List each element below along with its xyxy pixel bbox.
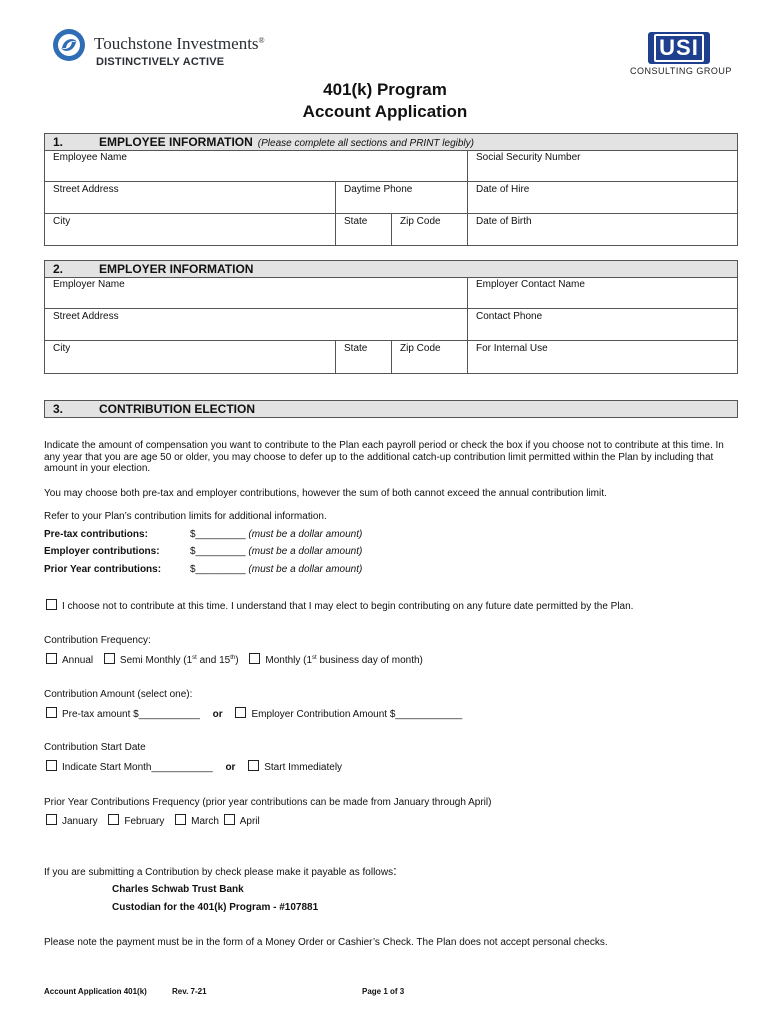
- section2-number: 2.: [53, 262, 64, 276]
- amount-heading: Contribution Amount (select one):: [44, 689, 193, 700]
- daytime-phone-field[interactable]: [335, 182, 467, 213]
- hire-date-field[interactable]: [467, 182, 739, 213]
- march-label: March: [191, 816, 219, 827]
- field-label: Employer Contact Name: [476, 279, 585, 290]
- section3-header: [44, 400, 738, 418]
- annual-checkbox[interactable]: [46, 653, 57, 664]
- employer-amount-note: (must be a dollar amount): [248, 546, 363, 557]
- january-label: January: [62, 816, 98, 827]
- field-label: Social Security Number: [476, 152, 581, 163]
- touchstone-logo: [52, 26, 267, 76]
- semi-monthly-checkbox[interactable]: [104, 653, 115, 664]
- section3-number: 3.: [53, 402, 64, 416]
- pretax-amount-checkbox[interactable]: [46, 707, 57, 718]
- employer-info-table: [44, 277, 738, 374]
- field-label: Street Address: [53, 184, 119, 195]
- field-label: Employee Name: [53, 152, 127, 163]
- table-row: [45, 214, 737, 246]
- february-label: February: [124, 816, 165, 827]
- field-label: For Internal Use: [476, 343, 548, 354]
- field-label: Contact Phone: [476, 311, 543, 322]
- pretax-amount-option: Pre-tax amount $___________: [62, 709, 200, 720]
- pretax-row: [44, 529, 362, 540]
- payee-name: Charles Schwab Trust Bank: [112, 884, 244, 895]
- employer-label: Employer contributions:: [44, 546, 160, 557]
- pretax-amount-field[interactable]: $_________: [190, 529, 246, 540]
- usi-logo: [628, 32, 734, 78]
- field-label: Date of Birth: [476, 216, 532, 227]
- employer-city-field[interactable]: [45, 341, 335, 374]
- field-label: Street Address: [53, 311, 119, 322]
- section3-title: CONTRIBUTION ELECTION: [99, 402, 255, 416]
- birth-date-field[interactable]: [467, 214, 739, 246]
- contribution-intro: Indicate the amount of compensation you want to contribute to the Plan each payroll period or check the box if you choose not to contribute at this time. In any year that you are age 50 or older, you may choose to defer up to the additional catch-up contribution limit permitted within the Plan by including that amount in your election.: [44, 440, 724, 474]
- start-heading: Contribution Start Date: [44, 742, 146, 753]
- monthly-checkbox[interactable]: [249, 653, 260, 664]
- february-checkbox[interactable]: [108, 814, 119, 825]
- no-contribution-option: [46, 599, 633, 612]
- field-label: Zip Code: [400, 343, 441, 354]
- start-immediately-option: Start Immediately: [264, 762, 343, 773]
- footer-form-name: Account Application 401(k): [44, 987, 147, 996]
- check-payable-intro: If you are submitting a Contribution by check please make it payable as follows:: [44, 863, 397, 878]
- section1-title: EMPLOYEE INFORMATION (Please complete all sections and PRINT legibly): [99, 135, 474, 149]
- payment-note: Please note the payment must be in the form of a Money Order or Cashier’s Check. The Plan does not accept personal checks.: [44, 937, 608, 948]
- contact-name-field[interactable]: [467, 277, 739, 308]
- monthly-label: Monthly (1st business day of month): [265, 655, 423, 666]
- table-row: [45, 309, 737, 341]
- january-checkbox[interactable]: [46, 814, 57, 825]
- contact-phone-field[interactable]: [467, 309, 739, 340]
- contribution-both-note: You may choose both pre-tax and employer contributions, however the sum of both cannot exceed the annual contribution limit.: [44, 488, 607, 499]
- section2-title: EMPLOYER INFORMATION: [99, 262, 254, 276]
- section1-number: 1.: [53, 135, 64, 149]
- frequency-options: [46, 653, 423, 666]
- no-contribution-checkbox[interactable]: [46, 599, 57, 610]
- start-month-checkbox[interactable]: [46, 760, 57, 771]
- field-label: Date of Hire: [476, 184, 530, 195]
- footer-page-number: Page 1 of 3: [362, 987, 405, 996]
- amount-options: [46, 707, 462, 720]
- no-contribution-text: I choose not to contribute at this time. I understand that I may elect to begin contributing on any future date permitted by the Plan.: [62, 601, 634, 612]
- or-separator: or: [212, 709, 223, 720]
- frequency-heading: Contribution Frequency:: [44, 635, 151, 646]
- table-row: [45, 341, 737, 374]
- table-row: [45, 182, 737, 214]
- section2-header: [44, 260, 738, 278]
- employer-state-field[interactable]: [335, 341, 391, 374]
- field-label: Daytime Phone: [344, 184, 413, 195]
- start-month-option: Indicate Start Month___________: [62, 762, 213, 773]
- employer-amount-option: Employer Contribution Amount $____________: [251, 709, 463, 720]
- table-row: [45, 150, 737, 182]
- contribution-refer-note: Refer to your Plan’s contribution limits for additional information.: [44, 511, 327, 522]
- usi-subtitle: CONSULTING GROUP: [630, 66, 732, 76]
- page-title-line2: Account Application: [302, 102, 468, 121]
- company-name: Touchstone Investments®: [94, 34, 265, 53]
- section1-header: [44, 133, 738, 151]
- employee-info-table: [44, 150, 738, 246]
- prior-year-amount-note: (must be a dollar amount): [248, 564, 363, 575]
- internal-use-field: [467, 341, 739, 374]
- prior-year-row: [44, 564, 362, 575]
- footer-revision: Rev. 7-21: [172, 987, 207, 996]
- april-checkbox[interactable]: [224, 814, 235, 825]
- semi-monthly-label: Semi Monthly (1st and 15th): [119, 655, 239, 666]
- annual-label: Annual: [62, 655, 94, 666]
- employer-amount-field[interactable]: $_________: [190, 546, 246, 557]
- field-label: State: [344, 216, 368, 227]
- employer-street-field[interactable]: [45, 309, 467, 340]
- employee-name-field[interactable]: [45, 150, 467, 181]
- prior-year-label: Prior Year contributions:: [44, 564, 162, 575]
- pretax-label: Pre-tax contributions:: [44, 529, 148, 540]
- usi-mark: USI: [648, 32, 710, 64]
- employer-amount-checkbox[interactable]: [235, 707, 246, 718]
- field-label: City: [53, 343, 71, 354]
- start-immediately-checkbox[interactable]: [248, 760, 259, 771]
- table-row: [45, 277, 737, 309]
- employer-zip-field[interactable]: [391, 341, 467, 374]
- payee-custodian: Custodian for the 401(k) Program - #107881: [112, 902, 319, 913]
- pretax-amount-note: (must be a dollar amount): [248, 529, 363, 540]
- or-separator: or: [225, 762, 236, 773]
- section1-note: (Please complete all sections and PRINT legibly): [257, 138, 474, 149]
- zip-field[interactable]: [391, 214, 467, 246]
- field-label: State: [344, 343, 368, 354]
- street-address-field[interactable]: [45, 182, 335, 213]
- prior-year-amount-field[interactable]: $_________: [190, 564, 246, 575]
- prior-year-months: [46, 814, 260, 827]
- field-label: Employer Name: [53, 279, 125, 290]
- touchstone-swirl-icon: [52, 28, 86, 62]
- ssn-field[interactable]: [467, 150, 739, 181]
- prior-year-heading: Prior Year Contributions Frequency (prior year contributions can be made from January through April): [44, 797, 492, 808]
- start-options: [46, 760, 342, 773]
- march-checkbox[interactable]: [175, 814, 186, 825]
- field-label: Zip Code: [400, 216, 441, 227]
- city-field[interactable]: [45, 214, 335, 246]
- employer-name-field[interactable]: [45, 277, 467, 308]
- page-title-line1: 401(k) Program: [323, 80, 447, 99]
- state-field[interactable]: [335, 214, 391, 246]
- field-label: City: [53, 216, 71, 227]
- company-tagline: DISTINCTIVELY ACTIVE: [96, 56, 225, 68]
- employer-row: [44, 546, 362, 557]
- april-label: April: [239, 816, 260, 827]
